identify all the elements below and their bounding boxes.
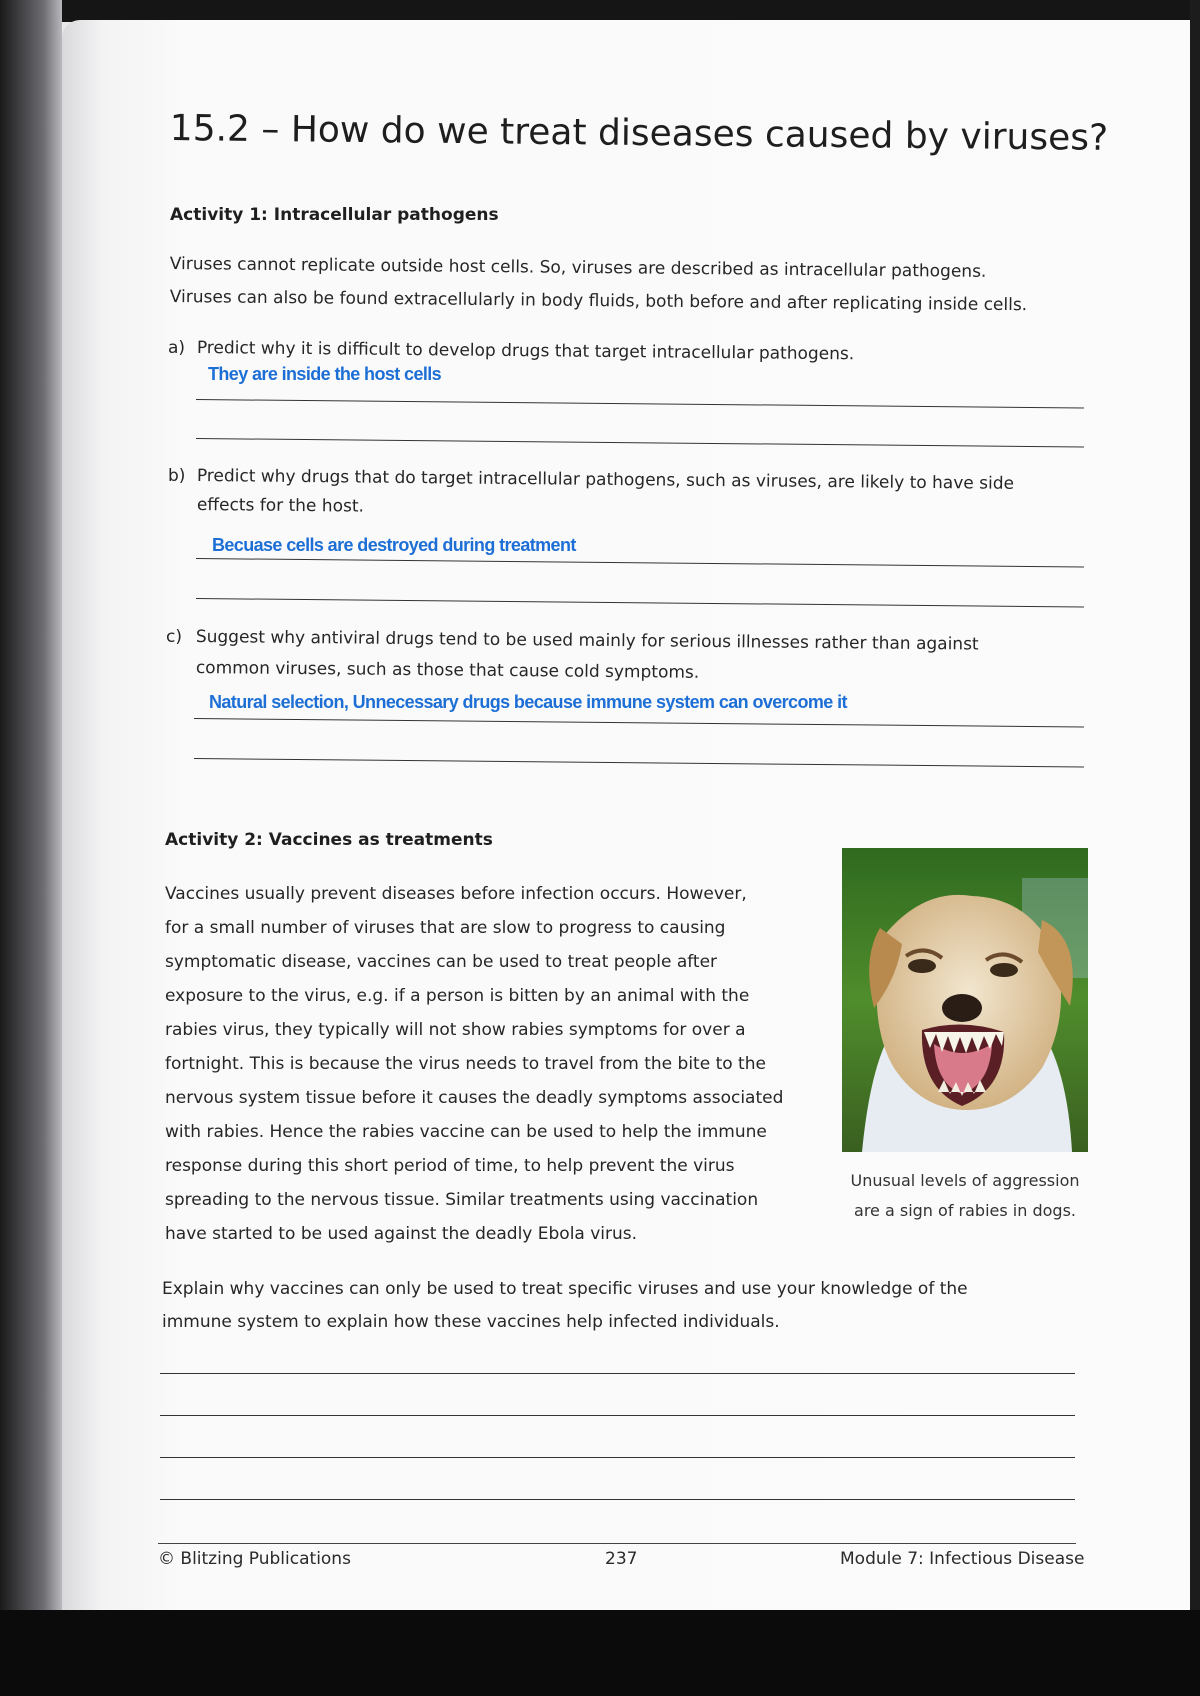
page-title: 15.2 – How do we treat diseases caused by viruses? xyxy=(169,108,1109,159)
answer-line xyxy=(160,1373,1075,1374)
activity1-intro-line1: Viruses cannot replicate outside host cells. So, viruses are described as intracellular pathogens. xyxy=(169,253,987,282)
book-spine-shadow xyxy=(0,0,62,1610)
answer-c: Natural selection, Unnecessary drugs because immune system can overcome it xyxy=(209,692,847,712)
body-line: exposure to the virus, e.g. if a person is bitten by an animal with the xyxy=(165,986,750,1006)
page-number: 237 xyxy=(605,1549,638,1569)
body-line: response during this short period of time, to help prevent the virus xyxy=(165,1156,735,1176)
scan-right-edge xyxy=(1190,0,1200,1696)
question-c-line1: Suggest why antiviral drugs tend to be used mainly for serious illnesses rather than against xyxy=(195,626,979,655)
question-b-label: b) xyxy=(168,466,186,486)
question-a-text: Predict why it is difficult to develop drugs that target intracellular pathogens. xyxy=(196,337,855,365)
question-a-label: a) xyxy=(168,338,186,358)
answer-line xyxy=(160,1457,1075,1458)
body-line: with rabies. Hence the rabies vaccine can be used to help the immune xyxy=(165,1122,767,1142)
body-line: have started to be used against the deadly Ebola virus. xyxy=(165,1224,638,1244)
body-line: symptomatic disease, vaccines can be used to treat people after xyxy=(165,952,718,972)
activity1-intro-line2: Viruses can also be found extracellularly in body fluids, both before and after replicating inside cells. xyxy=(169,286,1028,316)
question-b-line1: Predict why drugs that do target intracellular pathogens, such as viruses, are likely to have side xyxy=(196,465,1015,494)
scan-top-edge xyxy=(0,0,1200,22)
activity2-body xyxy=(165,877,783,1251)
footer-module: Module 7: Infectious Disease xyxy=(840,1549,1085,1569)
answer-a: They are inside the host cells xyxy=(208,364,442,384)
activity2-question xyxy=(162,1273,968,1339)
body-line: spreading to the nervous tissue. Similar treatments using vaccination xyxy=(165,1190,759,1210)
body-line: fortnight. This is because the virus needs to travel from the bite to the xyxy=(165,1054,766,1074)
footer-divider xyxy=(158,1543,1076,1544)
question-b-line2: effects for the host. xyxy=(196,494,365,517)
question-line: immune system to explain how these vaccines help infected individuals. xyxy=(162,1312,780,1332)
activity1-title: Activity 1: Intracellular pathogens xyxy=(170,205,499,225)
body-line: rabies virus, they typically will not show rabies symptoms for over a xyxy=(165,1020,746,1040)
answer-b: Becuase cells are destroyed during treatment xyxy=(212,535,576,555)
body-line: Vaccines usually prevent diseases before infection occurs. However, xyxy=(165,884,747,904)
dog-illustration xyxy=(842,848,1088,1152)
footer-publisher: © Blitzing Publications xyxy=(158,1549,351,1569)
question-line: Explain why vaccines can only be used to treat specific viruses and use your knowledge of the xyxy=(162,1279,968,1299)
rabid-dog-photo xyxy=(842,848,1088,1152)
body-line: for a small number of viruses that are slow to progress to causing xyxy=(165,918,726,938)
caption-line: are a sign of rabies in dogs. xyxy=(854,1201,1076,1220)
answer-line xyxy=(160,1499,1075,1500)
photo-caption xyxy=(832,1166,1098,1226)
body-line: nervous system tissue before it causes the deadly symptoms associated xyxy=(165,1088,784,1108)
question-c-line2: common viruses, such as those that cause cold symptoms. xyxy=(195,657,700,683)
answer-line xyxy=(160,1415,1075,1416)
scan-bottom-edge xyxy=(0,1610,1200,1696)
caption-line: Unusual levels of aggression xyxy=(850,1171,1080,1190)
question-c-label: c) xyxy=(166,627,182,647)
activity2-title: Activity 2: Vaccines as treatments xyxy=(165,830,493,850)
